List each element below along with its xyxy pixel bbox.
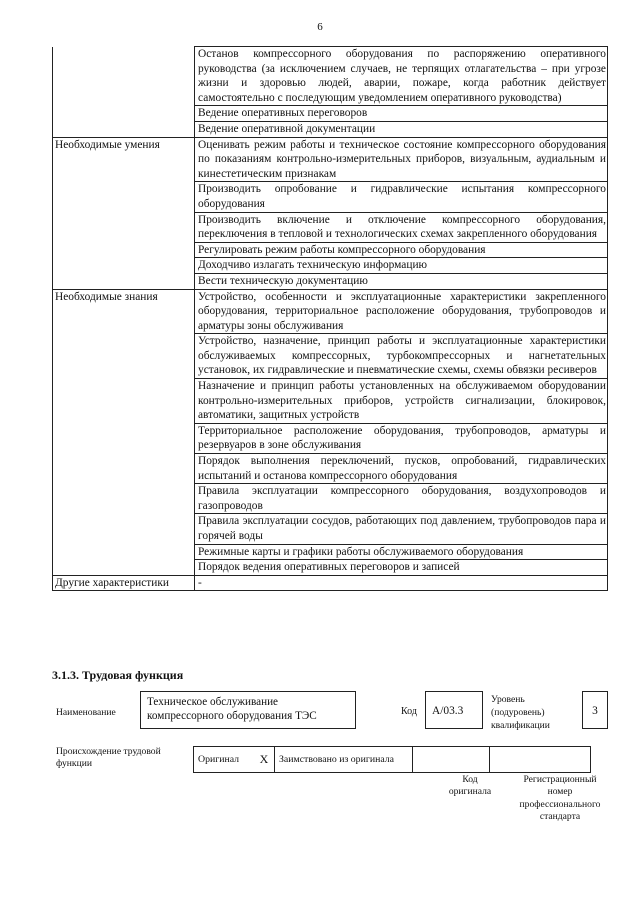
row-item: Правила эксплуатации сосудов, работающих под давлением, трубопроводов пара и горячей воды (195, 514, 608, 544)
registration-number-caption: Регистрационный номер профессионального стандарта (519, 774, 601, 823)
row-item: Регулировать режим работы компрессорного оборудования (195, 242, 608, 258)
table-row (53, 575, 608, 591)
skills-knowledge-table (52, 46, 608, 591)
row-item: Правила эксплуатации компрессорного оборудования, воздухопроводов и газопроводов (195, 484, 608, 514)
row-item: Оценивать режим работы и техническое состояние компрессорного оборудования по показаниям контрольно-измерительных приборов, визуальным, аудиальным и кинестетическим признакам (195, 137, 608, 182)
row-label: Необходимые знания (53, 289, 195, 575)
row-label: Необходимые умения (53, 137, 195, 289)
name-label: Наименование (56, 707, 116, 718)
row-item: Производить опробование и гидравлические испытания компрессорного оборудования (195, 182, 608, 212)
row-item: Режимные карты и графики работы обслуживаемого оборудования (195, 544, 608, 560)
function-code-box: A/03.3 (425, 691, 483, 729)
row-item: Останов компрессорного оборудования по распоряжению оперативного руководства (за исключением случаев, не терпящих отлагательства – при угрозе жизни и здоровью людей, аварии, пожаре, когда работник действует самостоятельно с последующим уведомлением оперативного руководства) (195, 47, 608, 106)
row-item: Ведение оперативных переговоров (195, 106, 608, 122)
origin-label: Происхождение трудовой функции (56, 746, 161, 769)
row-item: Назначение и принцип работы установленных на обслуживаемом оборудовании контрольно-измерительных приборов, устройств сигнализации, блокировок, автоматики, защитных устройств (195, 379, 608, 424)
original-code-caption: Код оригинала (448, 774, 492, 798)
table-row (53, 137, 608, 182)
row-item: Порядок ведения оперативных переговоров и записей (195, 560, 608, 576)
table-row (53, 289, 608, 334)
row-item: Устройство, особенности и эксплуатационные характеристики закрепленного оборудования, территориальное расположение оборудования, трубопроводов и арматуры зоны обслуживания (195, 289, 608, 334)
page-number: 6 (317, 21, 323, 33)
row-item: Ведение оперативной документации (195, 121, 608, 137)
row-item: Вести техническую документацию (195, 273, 608, 289)
original-mark: X (254, 747, 275, 773)
original-code-cell (413, 747, 490, 773)
row-item: Доходчиво излагать техническую информацию (195, 258, 608, 274)
row-item: Порядок выполнения переключений, пусков, опробований, гидравлических испытаний и останова компрессорного оборудования (195, 454, 608, 484)
qualification-level-label: Уровень (подуровень) квалификации (491, 694, 550, 731)
original-label: Оригинал (194, 747, 255, 773)
row-label: Другие характеристики (53, 575, 195, 591)
row-item: Территориальное расположение оборудования, трубопроводов, арматуры и резервуаров в зоне обслуживания (195, 423, 608, 453)
table-row (53, 47, 608, 106)
row-item: - (195, 575, 608, 591)
row-item: Устройство, назначение, принцип работы и эксплуатационные характеристики обслуживаемых компрессорных, турбокомпрессорных и нагнетательных установок, их гидравлические и пневматические схемы, схемы обвязки ресиверов (195, 334, 608, 379)
borrowed-label: Заимствовано из оригинала (275, 747, 413, 773)
section-title: 3.1.3. Трудовая функция (52, 668, 184, 682)
registration-number-cell (490, 747, 591, 773)
qualification-level-box: 3 (582, 691, 608, 729)
row-label (53, 47, 195, 138)
function-name-box: Техническое обслуживание компрессорного оборудования ТЭС (140, 691, 356, 729)
code-label: Код (401, 706, 417, 717)
row-item: Производить включение и отключение компрессорного оборудования, переключения в тепловой и технологических схемах закрепленного оборудования (195, 212, 608, 242)
origin-table (193, 746, 591, 773)
